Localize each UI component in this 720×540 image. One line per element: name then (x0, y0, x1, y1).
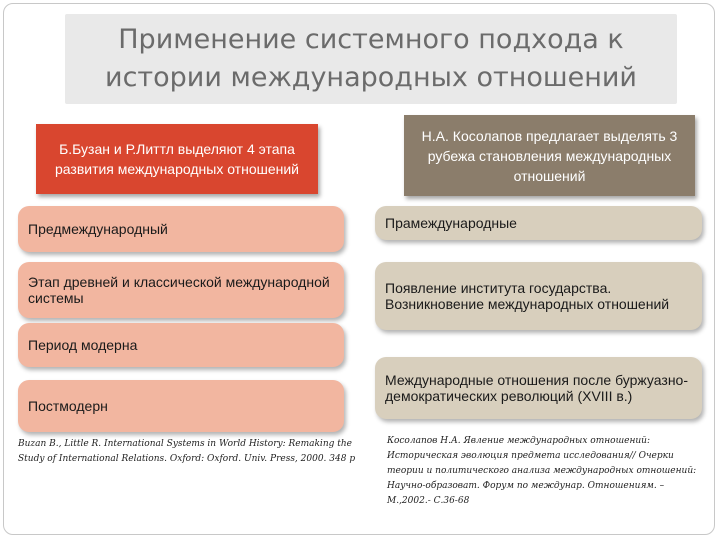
left-header: Б.Бузан и Р.Литтл выделяют 4 этапа развития международных отношений (36, 124, 318, 194)
left-item-ancient-classical: Этап древней и классической международной системы (18, 262, 344, 318)
title-box (65, 14, 677, 104)
right-item-pre-international: Прамеждународные (375, 206, 702, 240)
left-item-postmodern: Постмодерн (18, 380, 344, 432)
right-item-after-revolutions: Международные отношения после буржуазно-демократических революций (XVIII в.) (375, 357, 702, 419)
slide-title: Применение системного подхода к истории международных отношений (105, 24, 637, 93)
left-item-modern: Период модерна (18, 323, 344, 367)
right-citation: Косолапов Н.А. Явление международных отношений: Историческая эволюция предмета исследования// Очерки теории и политического анализа международных отношений: Научно-образоват. Форум по междунар. Отношениям. – М.,2002.- С.36-68 (387, 436, 697, 506)
right-header: Н.А. Косолапов предлагает выделять 3 рубежа становления международных отношений (404, 115, 695, 196)
right-item-state-institution: Появление института государства. Возникновение международных отношений (375, 262, 702, 330)
left-item-pre-international: Предмеждународный (18, 206, 344, 252)
left-citation: Buzan B., Little R. International Systems in World History: Remaking the Study of International Relations. Oxford: Oxford. Univ. Press, 2000. 348 p (18, 439, 356, 464)
